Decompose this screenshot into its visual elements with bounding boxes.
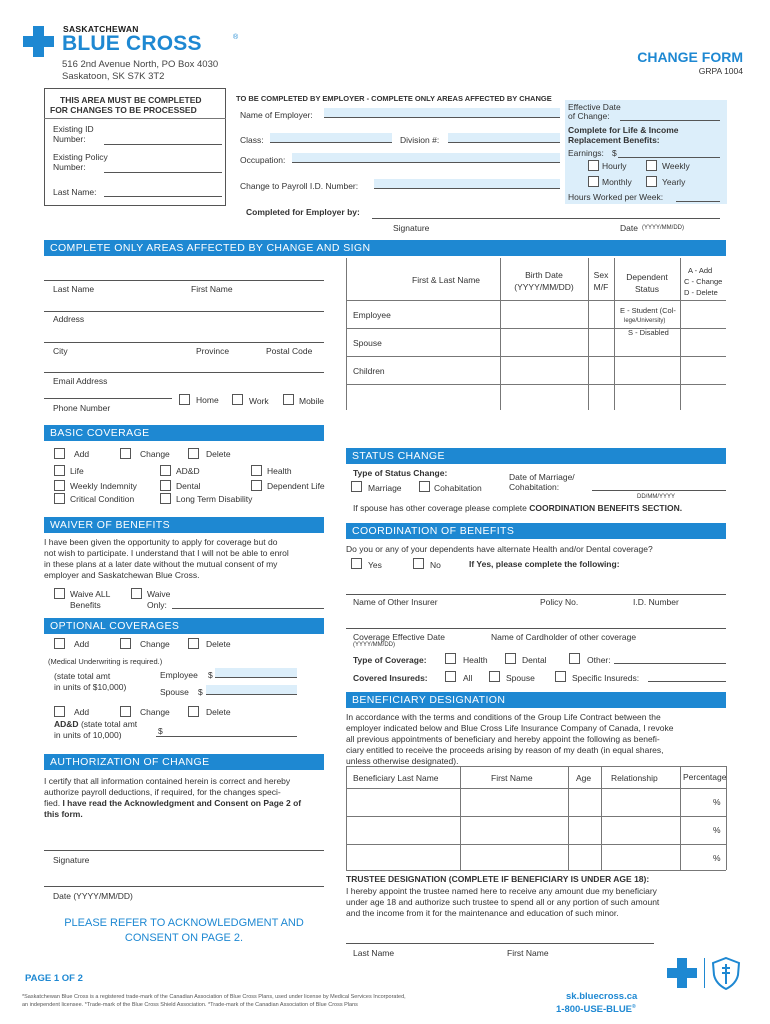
basic-ltd-checkbox[interactable]: [160, 493, 171, 504]
existing-policy-field[interactable]: [104, 172, 222, 173]
medical-underwriting-note: (Medical Underwriting is required.): [48, 657, 163, 666]
basic-dependent-life-label: Dependent Life: [267, 481, 325, 491]
occupation-field[interactable]: [292, 153, 560, 163]
employer-name-field[interactable]: [324, 108, 560, 118]
benef-text-5: unless otherwise designated).: [346, 756, 459, 766]
refer-text-1: PLEASE REFER TO ACKNOWLEDGMENT AND: [64, 917, 304, 929]
coord-health-checkbox[interactable]: [445, 653, 456, 664]
employer-date-label: Date: [620, 223, 638, 233]
status-date-label: Date of Marriage/: [509, 472, 575, 482]
benef-pct-2: %: [713, 825, 721, 835]
of-change-label: of Change:: [568, 111, 610, 121]
coord-spouse-checkbox[interactable]: [489, 671, 500, 682]
coord-spouse-label: Spouse: [506, 673, 535, 683]
optional-spouse-amount-field[interactable]: [206, 685, 297, 695]
dep-row-employee: Employee: [353, 310, 391, 320]
logo-top-text: SASKATCHEWAN: [63, 24, 139, 34]
trustee-first-label: First Name: [507, 948, 549, 958]
hourly-checkbox[interactable]: [588, 160, 599, 171]
home-label: Home: [196, 395, 219, 405]
coord-health-label: Health: [463, 655, 488, 665]
basic-life-label: Life: [70, 466, 84, 476]
phone-reg-mark: ®: [632, 1004, 636, 1010]
benef-text-2: employer indicated below and Blue Cross Life Insurance Company of Canada, I revoke: [346, 723, 674, 733]
status-marriage-label: Marriage: [368, 483, 402, 493]
status-marriage-checkbox[interactable]: [351, 481, 362, 492]
employer-name-label: Name of Employer:: [240, 110, 313, 120]
coord-id-label: I.D. Number: [633, 597, 679, 607]
basic-adnd-checkbox[interactable]: [160, 465, 171, 476]
optional-adnd-units: in units of 10,000): [54, 730, 122, 740]
class-field[interactable]: [270, 133, 392, 143]
coord-policy-label: Policy No.: [540, 597, 579, 607]
coord-specific-checkbox[interactable]: [555, 671, 566, 682]
last-name-label: Last Name:: [53, 187, 97, 197]
address-line-2: Saskatoon, SK S7K 3T2: [62, 71, 165, 82]
coord-no-checkbox[interactable]: [413, 558, 424, 569]
coord-insurer-field[interactable]: [346, 594, 726, 595]
phone-label: Phone Number: [53, 403, 111, 413]
address-label: Address: [53, 314, 85, 324]
employer-signature-line[interactable]: [372, 218, 720, 219]
phone-field[interactable]: [44, 398, 172, 399]
basic-delete-checkbox[interactable]: [188, 448, 199, 459]
trustee-heading: TRUSTEE DESIGNATION (COMPLETE IF BENEFICIARY IS UNDER AGE 18):: [346, 874, 650, 884]
earnings-field[interactable]: [618, 157, 720, 158]
existing-policy-number-label: Number:: [53, 162, 86, 172]
member-signature-line[interactable]: [44, 850, 324, 851]
benef-pct-3: %: [713, 853, 721, 863]
mobile-label: Mobile: [299, 396, 325, 406]
address-field[interactable]: [44, 311, 324, 312]
basic-dependent-life-checkbox[interactable]: [251, 480, 262, 491]
weekly-label: Weekly: [662, 161, 690, 171]
province-label: Province: [196, 346, 230, 356]
address-line-1: 516 2nd Avenue North, PO Box 4030: [62, 59, 219, 70]
notice-line-1: THIS AREA MUST BE COMPLETED: [60, 95, 202, 105]
dep-col-birth: Birth Date: [525, 270, 563, 280]
benef-text-4: ciary entitled to receive the proceeds arising by reason of my death (in equal shares,: [346, 745, 664, 755]
optional-adnd-change-checkbox[interactable]: [120, 706, 131, 717]
basic-critical-checkbox[interactable]: [54, 493, 65, 504]
waiver-text-3: in these plans at a later date without the mutual consent of my: [44, 559, 278, 569]
work-phone-checkbox[interactable]: [232, 394, 243, 405]
logo-reg-mark: ®: [233, 34, 239, 41]
city-field[interactable]: [44, 342, 324, 343]
email-label: Email Address: [53, 376, 108, 386]
email-field[interactable]: [44, 372, 324, 373]
coord-no-label: No: [430, 560, 441, 570]
auth-text-3b: I have read the Acknowledgment and Consent on Page 2 of: [62, 798, 302, 808]
notice-line-2: FOR CHANGES TO BE PROCESSED: [50, 105, 197, 115]
waive-all-label: Waive ALL: [70, 589, 111, 599]
coord-other-label: Other:: [587, 655, 611, 665]
dep-col-sex: Sex: [593, 270, 609, 280]
class-label: Class:: [240, 135, 264, 145]
basic-coverage-bar: BASIC COVERAGE: [44, 425, 324, 441]
coord-insurer-label: Name of Other Insurer: [353, 597, 438, 607]
website-link[interactable]: sk.bluecross.ca: [566, 991, 638, 1002]
optional-adnd-change-label: Change: [140, 707, 170, 717]
member-first-name-label: First Name: [191, 284, 233, 294]
coord-all-label: All: [463, 673, 473, 683]
optional-employee-dollar: $: [208, 670, 213, 680]
completed-by-label: Completed for Employer by:: [246, 207, 360, 217]
coord-effective-format: (YYYY/MM/DD): [353, 642, 395, 648]
life-income-heading-2: Replacement Benefits:: [568, 135, 660, 145]
coord-effective-label: Coverage Effective Date: [353, 632, 445, 642]
waiver-text-2: not wish to participate. I understand that I will not be able to enrol: [44, 548, 289, 558]
employer-signature-label: Signature: [393, 223, 430, 233]
existing-last-name-field[interactable]: [104, 196, 222, 197]
optional-adnd-delete-label: Delete: [206, 707, 231, 717]
optional-delete-checkbox[interactable]: [188, 638, 199, 649]
occupation-label: Occupation:: [240, 155, 286, 165]
basic-add-label: Add: [74, 449, 90, 459]
trustee-text-1: I hereby appoint the trustee named here to receive any amount due my beneficiary: [346, 886, 657, 896]
optional-spouse-dollar: $: [198, 687, 203, 697]
waiver-bar: WAIVER OF BENEFITS: [44, 517, 324, 533]
basic-adnd-label: AD&D: [176, 466, 200, 476]
benef-col-last: Beneficiary Last Name: [353, 773, 439, 783]
effective-date-label: Effective Date: [568, 102, 621, 112]
basic-weekly-checkbox[interactable]: [54, 480, 65, 491]
status-cohab-checkbox[interactable]: [419, 481, 430, 492]
member-date-label: Date (YYYY/MM/DD): [53, 891, 133, 901]
basic-dental-checkbox[interactable]: [160, 480, 171, 491]
hours-week-field[interactable]: [676, 201, 720, 202]
dep-col-action-change: C - Change: [684, 277, 723, 286]
form-title: CHANGE FORM: [637, 49, 743, 65]
coord-effective-field[interactable]: [346, 628, 726, 629]
optional-life-units: in units of $10,000): [54, 682, 127, 692]
waive-all-label-2: Benefits: [70, 600, 101, 610]
yearly-label: Yearly: [662, 177, 686, 187]
cross-logo-icon: [667, 958, 697, 988]
dep-col-sex-mf: M/F: [593, 282, 609, 292]
effective-date-field[interactable]: [620, 120, 720, 121]
basic-ltd-label: Long Term Disability: [176, 494, 253, 504]
status-date-format: DD/MM/YYYY: [637, 494, 676, 500]
member-date-line[interactable]: [44, 886, 324, 887]
existing-policy-label: Existing Policy: [53, 152, 108, 162]
form-code: GRPA 1004: [698, 66, 743, 76]
optional-change-checkbox[interactable]: [120, 638, 131, 649]
auth-text-1: I certify that all information contained herein is correct and hereby: [44, 776, 291, 786]
coord-specific-label: Specific Insureds:: [572, 673, 640, 683]
benef-col-percentage: Percentage: [683, 772, 727, 782]
member-last-name-label: Last Name: [53, 284, 95, 294]
mobile-phone-checkbox[interactable]: [283, 394, 294, 405]
dep-col-birth-fmt: (YYYY/MM/DD): [514, 282, 574, 292]
coord-other-field[interactable]: [614, 663, 726, 664]
auth-text-2: authorize payroll deductions, if required, for the changes speci-: [44, 787, 281, 797]
logo-main-text: BLUE CROSS: [62, 32, 202, 55]
optional-coverages-bar: OPTIONAL COVERAGES: [44, 618, 324, 634]
payroll-field[interactable]: [374, 179, 560, 189]
basic-change-checkbox[interactable]: [120, 448, 131, 459]
benef-text-3: all previous appointments of beneficiary and hereby appoint the following as benefi-: [346, 734, 660, 744]
waive-only-label: Waive: [147, 589, 171, 599]
hourly-label: Hourly: [602, 161, 627, 171]
coord-type-label: Type of Coverage:: [353, 655, 427, 665]
life-income-heading-1: Complete for Life & Income: [568, 125, 679, 135]
optional-delete-label: Delete: [206, 639, 231, 649]
dep-col-action-add: A - Add: [688, 266, 713, 275]
trustee-text-3: and the income from it for the maintenance and education of such minor.: [346, 908, 619, 918]
division-label: Division #:: [400, 135, 440, 145]
auth-text-4: this form.: [44, 809, 83, 819]
trustee-last-label: Last Name: [353, 948, 395, 958]
optional-adnd-add-checkbox[interactable]: [54, 706, 65, 717]
city-label: City: [53, 346, 68, 356]
weekly-checkbox[interactable]: [646, 160, 657, 171]
benef-col-relationship: Relationship: [611, 773, 658, 783]
status-date-label-2: Cohabitation:: [509, 482, 560, 492]
shield-logo-icon: [711, 957, 741, 990]
waive-only-label-2: Only:: [147, 600, 167, 610]
dep-status-student-2: lege/University): [624, 318, 666, 324]
status-note-a: If spouse has other coverage please complete: [353, 503, 530, 513]
optional-adnd-label: AD&D: [54, 719, 79, 729]
waiver-text-1: I have been given the opportunity to apply for coverage but do: [44, 537, 278, 547]
basic-critical-label: Critical Condition: [70, 494, 135, 504]
earnings-dollar: $: [612, 148, 617, 158]
basic-weekly-label: Weekly Indemnity: [70, 481, 137, 491]
beneficiary-bar: BENEFICIARY DESIGNATION: [346, 692, 726, 708]
coord-specific-field[interactable]: [648, 681, 726, 682]
basic-dental-label: Dental: [176, 481, 201, 491]
existing-id-number-label: Number:: [53, 134, 86, 144]
dep-status-student: E - Student (Col-: [620, 306, 676, 315]
benef-pct-1: %: [713, 797, 721, 807]
optional-adnd-dollar: $: [158, 726, 163, 736]
status-note-b: COORDINATION BENEFITS SECTION.: [529, 503, 683, 513]
optional-adnd-delete-checkbox[interactable]: [188, 706, 199, 717]
optional-adnd-note: (state total amt: [80, 719, 138, 729]
coord-covered-label: Covered Insureds:: [353, 673, 428, 683]
trustee-text-2: under age 18 and authorize such trustee to spend all or any portion of such amount: [346, 897, 660, 907]
basic-add-checkbox[interactable]: [54, 448, 65, 459]
dep-col-status: Dependent: [626, 272, 668, 282]
optional-adnd-add-label: Add: [74, 707, 90, 717]
dep-col-action-delete: D - Delete: [684, 288, 718, 297]
page-number: PAGE 1 OF 2: [25, 973, 83, 984]
optional-employee-label: Employee: [160, 670, 198, 680]
coord-dental-label: Dental: [522, 655, 547, 665]
benef-col-age: Age: [576, 773, 592, 783]
basic-health-checkbox[interactable]: [251, 465, 262, 476]
blue-cross-logo-icon: [23, 26, 54, 57]
dep-row-children: Children: [353, 366, 385, 376]
coordination-bar: COORDINATION OF BENEFITS: [346, 523, 726, 539]
status-change-bar: STATUS CHANGE: [346, 448, 726, 464]
coord-yes-checkbox[interactable]: [351, 558, 362, 569]
existing-id-label: Existing ID: [53, 124, 94, 134]
benef-col-first: First Name: [491, 773, 533, 783]
refer-text-2: CONSENT ON PAGE 2.: [124, 932, 244, 944]
trustee-name-field[interactable]: [346, 943, 654, 944]
benef-text-1: In accordance with the terms and conditions of the Group Life Contract between the: [346, 712, 661, 722]
waive-only-checkbox[interactable]: [131, 588, 142, 599]
coord-yes-label: Yes: [368, 560, 382, 570]
basic-life-checkbox[interactable]: [54, 465, 65, 476]
dep-col-status-2: Status: [634, 284, 660, 294]
dep-col-name: First & Last Name: [412, 275, 481, 285]
work-label: Work: [249, 396, 269, 406]
optional-life-note: (state total amt: [54, 671, 111, 681]
coord-all-checkbox[interactable]: [445, 671, 456, 682]
employer-date-format: (YYYY/MM/DD): [642, 225, 684, 231]
coord-question: Do you or any of your dependents have alternate Health and/or Dental coverage?: [346, 544, 653, 554]
optional-adnd-amount-field[interactable]: [156, 736, 297, 737]
dep-row-spouse: Spouse: [353, 338, 382, 348]
member-name-field[interactable]: [44, 280, 324, 281]
status-date-field[interactable]: [592, 490, 726, 491]
status-cohab-label: Cohabitation: [434, 483, 482, 493]
coord-cardholder-label: Name of Cardholder of other coverage: [491, 632, 637, 642]
monthly-checkbox[interactable]: [588, 176, 599, 187]
optional-employee-amount-field[interactable]: [215, 668, 297, 678]
member-section-bar: COMPLETE ONLY AREAS AFFECTED BY CHANGE AND SIGN: [44, 240, 726, 256]
status-type-label: Type of Status Change:: [353, 468, 448, 478]
basic-health-label: Health: [267, 466, 292, 476]
postal-label: Postal Code: [266, 346, 313, 356]
existing-id-field[interactable]: [104, 144, 222, 145]
payroll-label: Change to Payroll I.D. Number:: [240, 181, 359, 191]
home-phone-checkbox[interactable]: [179, 394, 190, 405]
dep-status-disabled: S - Disabled: [628, 328, 669, 337]
monthly-label: Monthly: [602, 177, 632, 187]
basic-change-label: Change: [140, 449, 170, 459]
auth-text-3a: fied.: [44, 798, 63, 808]
employer-section-heading: TO BE COMPLETED BY EMPLOYER - COMPLETE ONLY AREAS AFFECTED BY CHANGE: [236, 94, 552, 103]
yearly-checkbox[interactable]: [646, 176, 657, 187]
waive-all-checkbox[interactable]: [54, 588, 65, 599]
waiver-text-4: employer and Saskatchewan Blue Cross.: [44, 570, 200, 580]
phone-number: 1-800-USE-BLUE: [556, 1004, 633, 1016]
earnings-label: Earnings:: [568, 148, 604, 158]
division-field[interactable]: [448, 133, 560, 143]
legal-text-2: an independent licensee. *Trade-mark of the Blue Cross Shield Association. *Trade-mark of the Canadian Association of Blue Cross Plans: [22, 1002, 358, 1008]
optional-change-label: Change: [140, 639, 170, 649]
optional-add-label: Add: [74, 639, 90, 649]
optional-add-checkbox[interactable]: [54, 638, 65, 649]
optional-spouse-label: Spouse: [160, 687, 189, 697]
legal-text-1: *Saskatchewan Blue Cross is a registered trade-mark of the Canadian Association of Blue Cross Plans, used under license by Medical Services Incorporated,: [22, 994, 406, 1000]
basic-delete-label: Delete: [206, 449, 231, 459]
coord-dental-checkbox[interactable]: [505, 653, 516, 664]
coord-follow: If Yes, please complete the following:: [469, 559, 620, 569]
hours-week-label: Hours Worked per Week:: [568, 192, 664, 202]
waive-only-field[interactable]: [172, 608, 324, 609]
authorization-bar: AUTHORIZATION OF CHANGE: [44, 754, 324, 770]
member-signature-label: Signature: [53, 855, 90, 865]
coord-other-checkbox[interactable]: [569, 653, 580, 664]
